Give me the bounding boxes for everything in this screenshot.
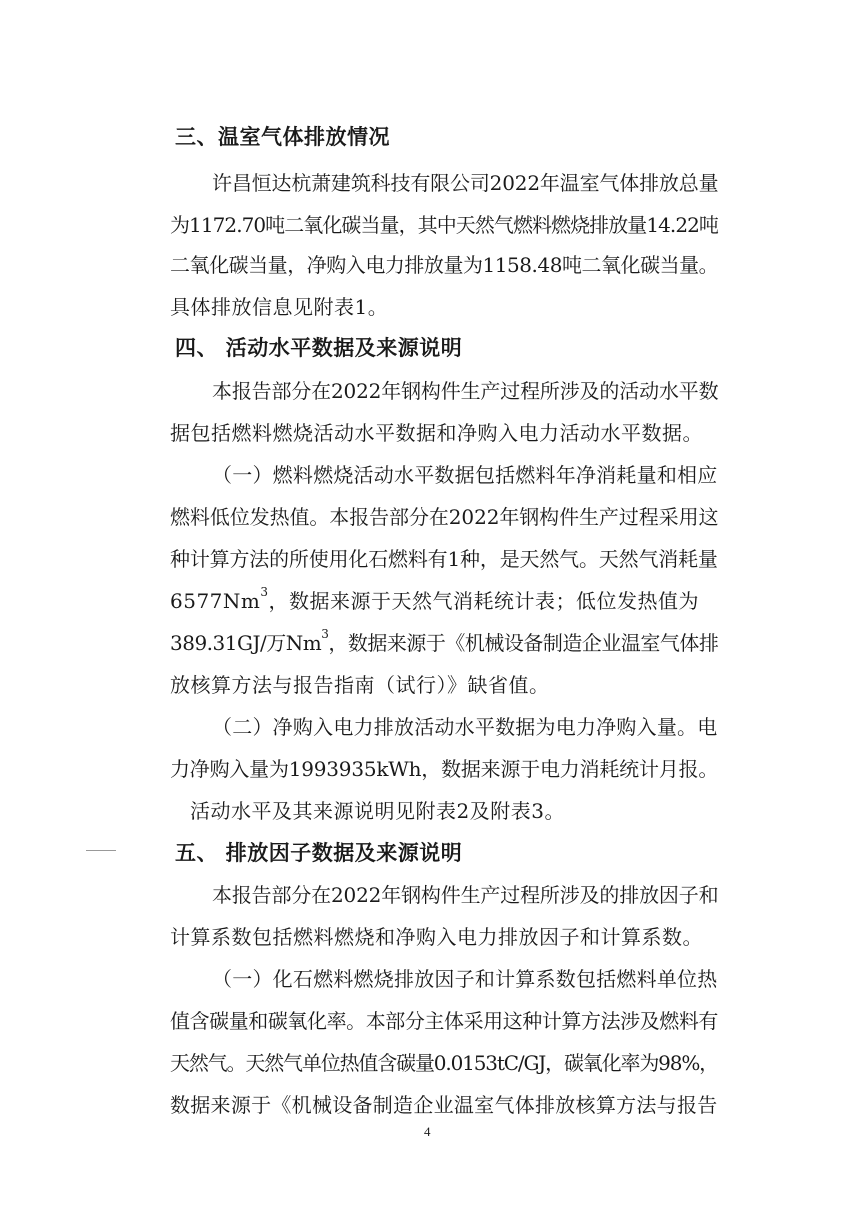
section-3-line-3: 二氧化碳当量，净购入电力排放量为1158.48吨二氧化碳当量。 <box>170 253 719 277</box>
section-4-line-7 <box>170 628 718 658</box>
section-4-line-3: （一）燃料燃烧活动水平数据包括燃料年净消耗量和相应 <box>212 463 718 487</box>
section-4-line-2: 据包括燃料燃烧活动水平数据和净购入电力活动水平数据。 <box>170 421 703 445</box>
heat-value-source: ，数据来源于《机械设备制造企业温室气体排 <box>328 631 719 655</box>
section-4-line-11: 活动水平及其来源说明见附表2及附表3。 <box>190 799 565 823</box>
superscript-3b: 3 <box>321 627 329 641</box>
section-5-line-4: 值含碳量和碳氧化率。本部分主体采用这种计算方法涉及燃料有 <box>170 1009 718 1033</box>
heat-value: 389.31GJ/万Nm <box>170 631 322 655</box>
section-5-line-5: 天然气。天然气单位热值含碳量0.0153tC/GJ，碳氧化率为98%， <box>170 1051 719 1075</box>
gas-consumption-source: ，数据来源于天然气消耗统计表；低位发热值为 <box>268 589 700 613</box>
superscript-3a: 3 <box>260 585 269 599</box>
section-4-line-5: 种计算方法的所使用化石燃料有1种，是天然气。天然气消耗量 <box>170 547 718 571</box>
section-5-line-3: （一）化石燃料燃烧排放因子和计算系数包括燃料单位热 <box>212 967 718 991</box>
scan-mark <box>86 850 116 851</box>
section-3-line-2: 为1172.70吨二氧化碳当量，其中天然气燃料燃烧排放量14.22吨 <box>170 213 718 237</box>
page-number: 4 <box>424 1124 431 1139</box>
section-4-line-10: 力净购入量为1993935kWh，数据来源于电力消耗统计月报。 <box>170 757 719 781</box>
section-3-line-4: 具体排放信息见附表1。 <box>170 295 389 319</box>
section-4-line-8: 放核算方法与报告指南（试行）》缺省值。 <box>170 673 550 697</box>
gas-consumption-value: 6577Nm <box>170 589 261 613</box>
section-5-line-6: 数据来源于《机械设备制造企业温室气体排放核算方法与报告 <box>170 1093 718 1117</box>
section-4-heading: 四、 活动水平数据及来源说明 <box>175 336 463 360</box>
section-5-line-1: 本报告部分在2022年钢构件生产过程所涉及的排放因子和 <box>212 883 719 907</box>
section-3-line-1: 许昌恒达杭萧建筑科技有限公司2022年温室气体排放总量 <box>212 171 719 195</box>
section-5-line-2: 计算系数包括燃料燃烧和净购入电力排放因子和计算系数。 <box>170 925 703 949</box>
section-5-heading: 五、 排放因子数据及来源说明 <box>175 841 463 865</box>
section-4-line-9: （二）净购入电力排放活动水平数据为电力净购入量。电 <box>212 715 718 739</box>
section-4-line-6 <box>170 586 699 616</box>
section-3-heading: 三、温室气体排放情况 <box>175 125 390 149</box>
section-4-line-1: 本报告部分在2022年钢构件生产过程所涉及的活动水平数 <box>212 379 719 403</box>
section-4-line-4: 燃料低位发热值。本报告部分在2022年钢构件生产过程采用这 <box>170 505 719 529</box>
